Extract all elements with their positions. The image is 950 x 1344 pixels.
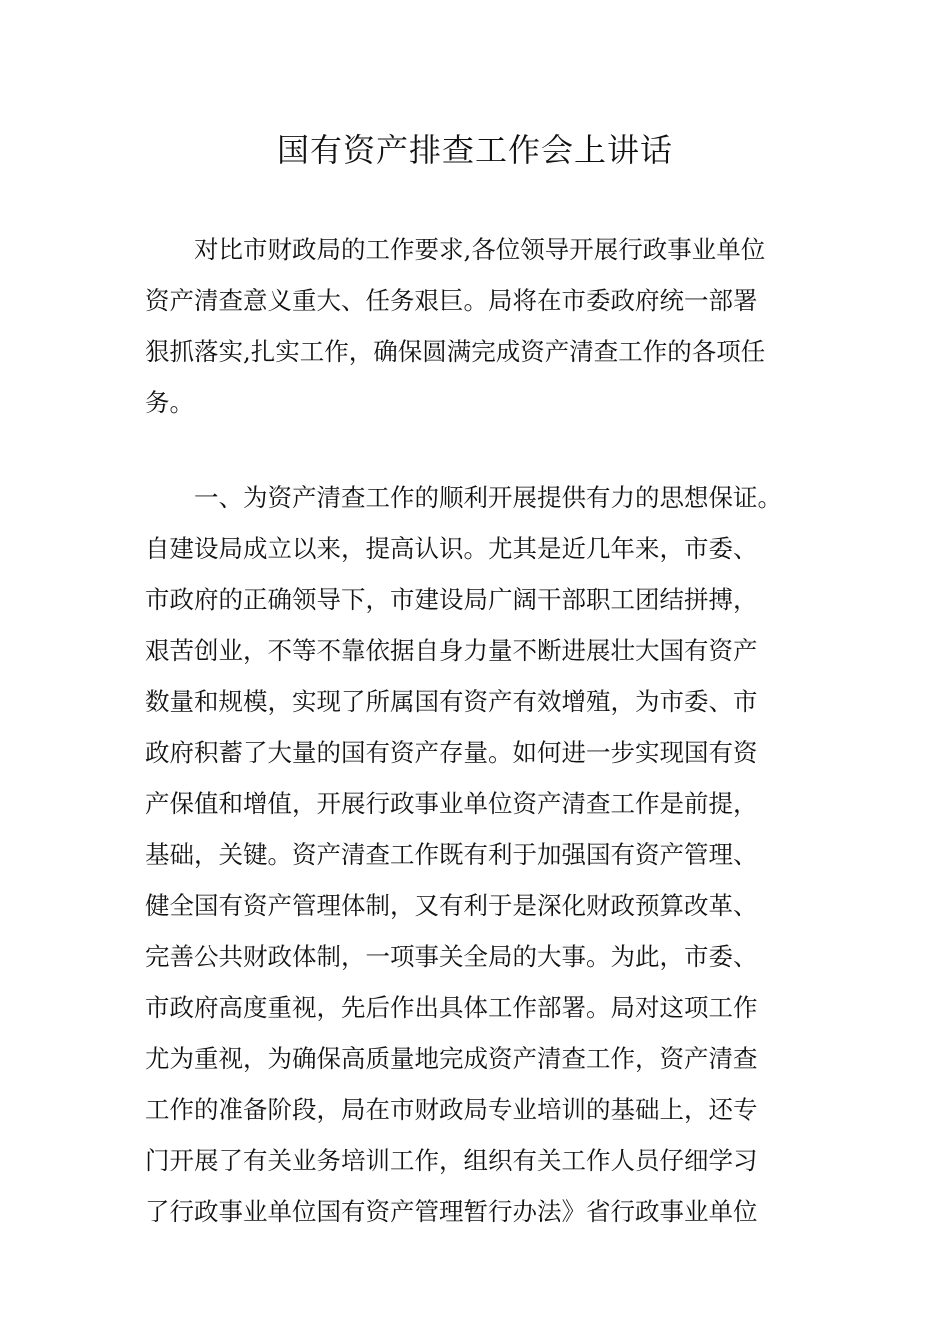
- paragraph-intro: [145, 224, 825, 428]
- text-line: 了行政事业单位国有资产管理暂行办法》省行政事业单位: [145, 1197, 758, 1226]
- text-line: 健全国有资产管理体制，又有利于是深化财政预算改革、: [145, 891, 758, 920]
- text-line: 艰苦创业，不等不靠依据自身力量不断进展壮大国有资产: [145, 636, 758, 665]
- text-line: 一、为资产清查工作的顺利开展提供有力的思想保证。: [194, 483, 782, 512]
- text-line: 基础，关键。资产清查工作既有利于加强国有资产管理、: [145, 840, 758, 869]
- text-line: 数量和规模，实现了所属国有资产有效增殖，为市委、市: [145, 687, 758, 716]
- text-line: 市政府高度重视，先后作出具体工作部署。局对这项工作: [145, 993, 758, 1022]
- text-line: 自建设局成立以来，提高认识。尤其是近几年来，市委、: [145, 534, 758, 563]
- text-line: 务。: [145, 388, 194, 417]
- text-line: 尤为重视，为确保高质量地完成资产清查工作，资产清查: [145, 1044, 758, 1073]
- text-line: 门开展了有关业务培训工作，组织有关工作人员仔细学习: [145, 1146, 758, 1175]
- text-line: 狠抓落实,扎实工作，确保圆满完成资产清查工作的各项任: [145, 337, 766, 366]
- text-line: 政府积蓄了大量的国有资产存量。如何进一步实现国有资: [145, 738, 758, 767]
- text-line: 工作的准备阶段，局在市财政局专业培训的基础上，还专: [145, 1095, 758, 1124]
- text-line: 市政府的正确领导下，市建设局广阔干部职工团结拼搏，: [145, 585, 758, 614]
- text-line: 资产清查意义重大、任务艰巨。局将在市委政府统一部署: [145, 286, 758, 315]
- text-line: 完善公共财政体制，一项事关全局的大事。为此，市委、: [145, 942, 758, 971]
- text-line: 对比市财政局的工作要求,各位领导开展行政事业单位: [194, 235, 766, 264]
- document-title: 国有资产排查工作会上讲话: [276, 131, 673, 169]
- text-line: 产保值和增值，开展行政事业单位资产清查工作是前提，: [145, 789, 758, 818]
- paragraph-section-one: [145, 472, 825, 1237]
